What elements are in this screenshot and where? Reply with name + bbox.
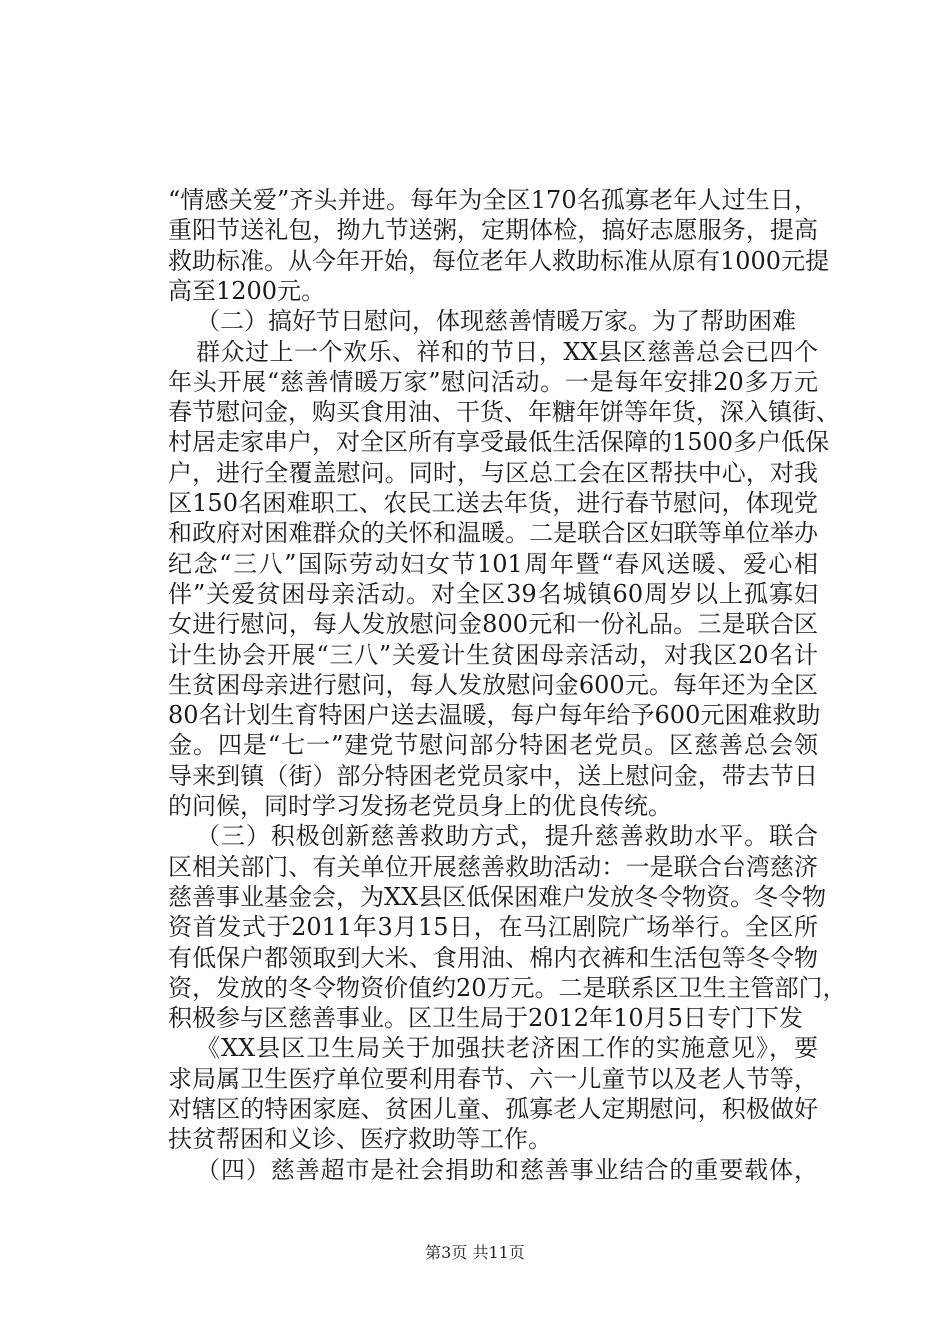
text-line: 金。四是“七一”建党节慰问部分特困老党员。区慈善总会领: [168, 731, 818, 760]
text-line: 生贫困母亲进行慰问，每人发放慰问金600元。每年还为全区: [168, 670, 818, 699]
text-line: 导来到镇（街）部分特困老党员家中，送上慰问金，带去节日: [168, 761, 818, 790]
text-line: 资首发式于2011年3月15日，在马江剧院广场举行。全区所: [168, 913, 818, 942]
text-line: 户，进行全覆盖慰问。同时，与区总工会在区帮扶中心，对我: [168, 458, 818, 487]
text-line: 慈善事业基金会，为XX县区低保困难户发放冬令物资。冬令物: [168, 882, 827, 911]
text-line: 80名计划生育特困户送去温暖，每户每年给予600元困难救助: [168, 701, 821, 730]
text-line: 高至1200元。: [168, 276, 326, 305]
text-line: 区相关部门、有关单位开展慈善救助活动：一是联合台湾慈济: [168, 852, 818, 881]
text-line: 村居走家串户，对全区所有享受最低生活保障的1500多户低保: [168, 428, 830, 457]
text-line: 《XX县区卫生局关于加强扶老济困工作的实施意见》，要: [196, 1034, 818, 1063]
text-line: 积极参与区慈善事业。区卫生局于2012年10月5日专门下发: [168, 1004, 803, 1033]
text-line: 伴”关爱贫困母亲活动。对全区39名城镇60周岁以上孤寡妇: [168, 579, 818, 608]
text-line: 扶贫帮困和义诊、医疗救助等工作。: [168, 1125, 552, 1154]
text-line: 的问候，同时学习发扬老党员身上的优良传统。: [168, 792, 672, 820]
text-line: 资，发放的冬令物资价值约20万元。二是联系区卫生主管部门，: [168, 973, 847, 1002]
text-line: 求局属卫生医疗单位要利用春节、六一儿童节以及老人节等，: [168, 1064, 818, 1093]
text-line: 对辖区的特困家庭、贫困儿童、孤寡老人定期慰问，积极做好: [168, 1095, 818, 1123]
text-line: “情感关爱”齐头并进。每年为全区170名孤寡老年人过生日，: [168, 186, 818, 214]
text-line: 和政府对困难群众的关怀和温暖。二是联合区妇联等单位举办: [168, 519, 818, 548]
paragraph-heading: （三）积极创新慈善救助方式，提升慈善救助水平。联合: [196, 822, 818, 851]
page-footer: 第3页 共11页: [425, 1243, 525, 1262]
text-line: 春节慰问金，购买食用油、干货、年糖年饼等年货，深入镇街、: [168, 398, 840, 427]
paragraph-heading: （四）慈善超市是社会捐助和慈善事业结合的重要载体，: [196, 1155, 818, 1184]
text-line: 女进行慰问，每人发放慰问金800元和一份礼品。三是联合区: [168, 610, 818, 639]
text-line: 重阳节送礼包，拗九节送粥，定期体检，搞好志愿服务，提高: [168, 216, 818, 245]
paragraph-heading: （二）搞好节日慰问，体现慈善情暖万家。为了帮助困难: [196, 307, 796, 336]
text-line: 计生协会开展“三八”关爱计生贫困母亲活动，对我区20名计: [168, 640, 818, 669]
text-line: 年头开展“慈善情暖万家”慰问活动。一是每年安排20多万元: [168, 367, 818, 396]
text-line: 纪念“三八”国际劳动妇女节101周年暨“春风送暖、爱心相: [168, 549, 818, 578]
text-line: 区150名困难职工、农民工送去年货，进行春节慰问，体现党: [168, 489, 818, 517]
text-line: 救助标准。从今年开始，每位老年人救助标准从原有1000元提: [168, 246, 830, 275]
text-line: 群众过上一个欢乐、祥和的节日，XX县区慈善总会已四个: [196, 337, 818, 366]
text-line: 有低保户都领取到大米、食用油、棉内衣裤和生活包等冬令物: [168, 943, 818, 972]
